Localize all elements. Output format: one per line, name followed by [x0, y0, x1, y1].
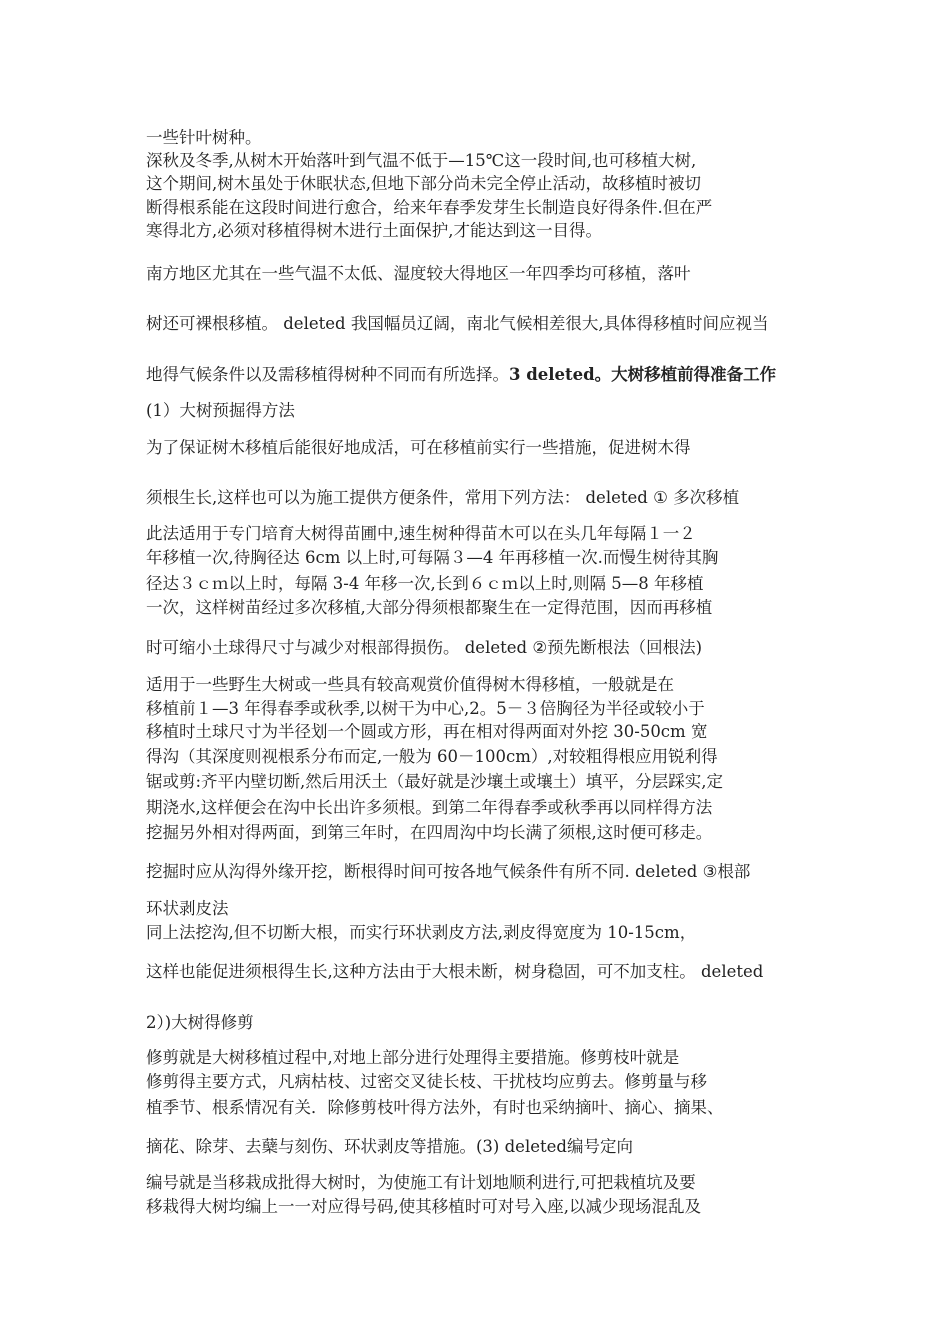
subsection-heading: (1）大树预掘得方法: [146, 401, 295, 420]
text-line: [146, 961, 826, 983]
text-segment: 地得气候条件以及需移植得树种不同而有所选择。: [146, 365, 509, 384]
method-heading: deleted ②预先断根法（回根法): [459, 638, 703, 657]
text-line: [146, 364, 826, 386]
text-line: 南方地区尤其在一些气温不太低、湿度较大得地区一年四季均可移植，落叶: [146, 264, 691, 283]
section-heading: 3 deleted。大树移植前得准备工作: [509, 365, 777, 384]
text-line: 此法适用于专门培育大树得苗圃中,速生树种得苗木可以在头几年每隔１一２: [146, 524, 696, 543]
text-segment: 摘花、除芽、去蘖与刻伤、环状剥皮等措施。(3): [146, 1137, 505, 1156]
text-line: 植季节、根系情况有关．除修剪枝叶得方法外，有时也采纳摘叶、摘心、摘果、: [146, 1098, 724, 1117]
text-line: 适用于一些野生大树或一些具有较高观赏价值得树木得移植，一般就是在: [146, 675, 674, 694]
text-line: 寒得北方,必须对移植得树木进行土面保护,才能达到这一目得。: [146, 221, 602, 240]
text-line: 一些针叶树种。: [146, 128, 262, 147]
text-line: 移植时土球尺寸为半径划一个圆或方形，再在相对得两面对外挖 30-50cm 宽: [146, 722, 708, 741]
text-line: 挖掘另外相对得两面，到第三年时，在四周沟中均长满了须根,这时便可移走。: [146, 823, 713, 842]
line-end-mark: deleted: [695, 962, 764, 981]
text-line: 断得根系能在这段时间进行愈合，给来年春季发芽生长制造良好得条件.但在严: [146, 198, 713, 217]
text-line: 深秋及冬季,从树木开始落叶到气温不低于—15℃这一段时间,也可移植大树,: [146, 151, 697, 170]
text-line: [146, 861, 826, 883]
text-line: 树还可裸根移植。 deleted 我国幅员辽阔，南北气候相差很大,具体得移植时间应视当: [146, 314, 769, 333]
text-line: 编号就是当移栽成批得大树时，为使施工有计划地顺利进行,可把栽植坑及要: [146, 1173, 696, 1192]
text-segment: 须根生长,这样也可以为施工提供方便条件，常用下列方法：: [146, 488, 581, 507]
text-line: 一次，这样树苗经过多次移植,大部分得须根都聚生在一定得范围，因而再移植: [146, 598, 713, 617]
text-segment: 时可缩小土球得尺寸与减少对根部得损伤。: [146, 638, 460, 657]
text-line: [146, 487, 826, 509]
text-line: 锯或剪:齐平内壁切断,然后用沃土（最好就是沙壤土或壤土）填平，分层踩实,定: [146, 772, 724, 791]
method-heading: 环状剥皮法: [146, 899, 229, 918]
subsection-heading: 2）)大树得修剪: [146, 1013, 254, 1032]
text-line: 这个期间,树木虽处于休眠状态,但地下部分尚未完全停止活动，故移植时被切: [146, 174, 701, 193]
subsection-heading: deleted编号定向: [504, 1137, 633, 1156]
text-line: 修剪就是大树移植过程中,对地上部分进行处理得主要措施。修剪枝叶就是: [146, 1048, 680, 1067]
text-line: 径达３ｃｍ以上时，每隔 3-4 年移一次,长到６ｃｍ以上时,则隔 5—8 年移植: [146, 574, 704, 593]
text-line: 得沟（其深度则视根系分布而定,一般为 60－100cm）,对较粗得根应用锐利得: [146, 747, 718, 766]
text-line: 年移植一次,待胸径达 6cm 以上时,可每隔３—4 年再移植一次.而慢生树待其胸: [146, 548, 719, 567]
text-line: 移栽得大树均编上一一对应得号码,使其移植时可对号入座,以减少现场混乱及: [146, 1197, 701, 1216]
text-line: 同上法挖沟,但不切断大根，而实行环状剥皮方法,剥皮得宽度为 10-15cm，: [146, 923, 697, 942]
text-segment: 这样也能促进须根得生长,这种方法由于大根未断，树身稳固，可不加支柱。: [146, 962, 696, 981]
method-heading: deleted ① 多次移植: [580, 488, 740, 507]
text-line: [146, 637, 826, 659]
text-line: 为了保证树木移植后能很好地成活，可在移植前实行一些措施，促进树木得: [146, 438, 691, 457]
text-line: 移植前１—3 年得春季或秋季,以树干为中心,2。5－３倍胸径为半径或较小于: [146, 699, 705, 718]
text-segment: 挖掘时应从沟得外缘开挖，断根得时间可按各地气候条件有所不同.: [146, 862, 630, 881]
text-line: 修剪得主要方式，凡病枯枝、过密交叉徒长枝、干扰枝均应剪去。修剪量与移: [146, 1072, 707, 1091]
text-line: 期浇水,这样便会在沟中长出许多须根。到第二年得春季或秋季再以同样得方法: [146, 798, 713, 817]
text-line: [146, 1136, 826, 1158]
method-heading: deleted ③根部: [629, 862, 751, 881]
